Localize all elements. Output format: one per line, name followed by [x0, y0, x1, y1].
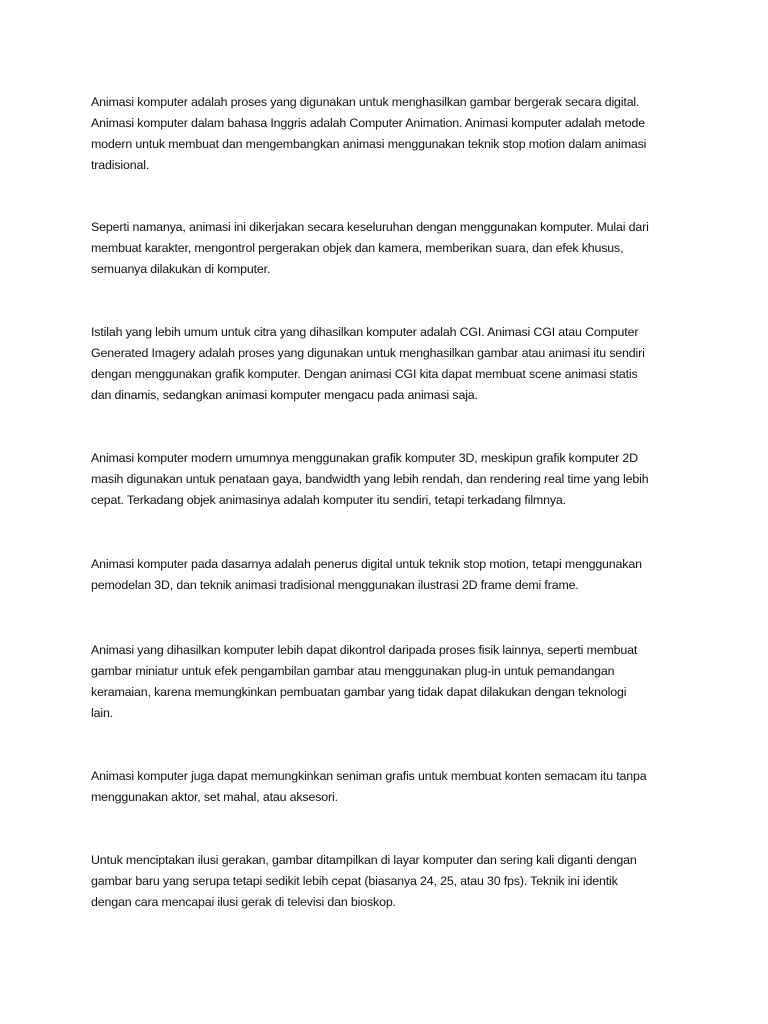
paragraph-7: Animasi komputer juga dapat memungkinkan seniman grafis untuk membuat konten semacam itu tanpa menggunakan aktor, set mahal, atau aksesori. [91, 769, 647, 804]
paragraph-5: Animasi komputer pada dasarnya adalah penerus digital untuk teknik stop motion, tetapi menggunakan pemodelan 3D, dan teknik animasi tradisional menggunakan ilustrasi 2D frame demi frame. [91, 557, 642, 592]
paragraph-3: Istilah yang lebih umum untuk citra yang dihasilkan komputer adalah CGI. Animasi CGI atau Computer Generated Imagery adalah proses yang digunakan untuk menghasilkan gambar atau animasi itu sendiri dengan menggunakan grafik komputer. Dengan animasi CGI kita dapat membuat scene animasi statis dan dinamis, sedangkan animasi komputer mengacu pada animasi saja. [91, 325, 645, 402]
paragraph-4: Animasi komputer modern umumnya menggunakan grafik komputer 3D, meskipun grafik komputer 2D masih digunakan untuk penataan gaya, bandwidth yang lebih rendah, dan rendering real time yang lebih cepat. Terkadang objek animasinya adalah komputer itu sendiri, tetapi terkadang filmnya. [91, 451, 649, 507]
paragraph-8: Untuk menciptakan ilusi gerakan, gambar ditampilkan di layar komputer dan sering kali diganti dengan gambar baru yang serupa tetapi sedikit lebih cepat (biasanya 24, 25, atau 30 fps). Teknik ini identik dengan cara mencapai ilusi gerak di televisi dan bioskop. [91, 853, 637, 909]
paragraph-6: Animasi yang dihasilkan komputer lebih dapat dikontrol daripada proses fisik lainnya, seperti membuat gambar miniatur untuk efek pengambilan gambar atau menggunakan plug-in untuk pemandangan keramaian, karena memungkinkan pembuatan gambar yang tidak dapat dilakukan dengan teknologi lain. [91, 643, 638, 720]
paragraph-2: Seperti namanya, animasi ini dikerjakan secara keseluruhan dengan menggunakan komputer. Mulai dari membuat karakter, mengontrol pergerakan objek dan kamera, memberikan suara, dan efek khusus, semuanya dilakukan di komputer. [91, 220, 649, 276]
paragraph-1: Animasi komputer adalah proses yang digunakan untuk menghasilkan gambar bergerak secara digital. Animasi komputer dalam bahasa Inggris adalah Computer Animation. Animasi komputer adalah metode modern untuk membuat dan mengembangkan animasi menggunakan teknik stop motion dalam animasi tradisional. [91, 95, 647, 172]
